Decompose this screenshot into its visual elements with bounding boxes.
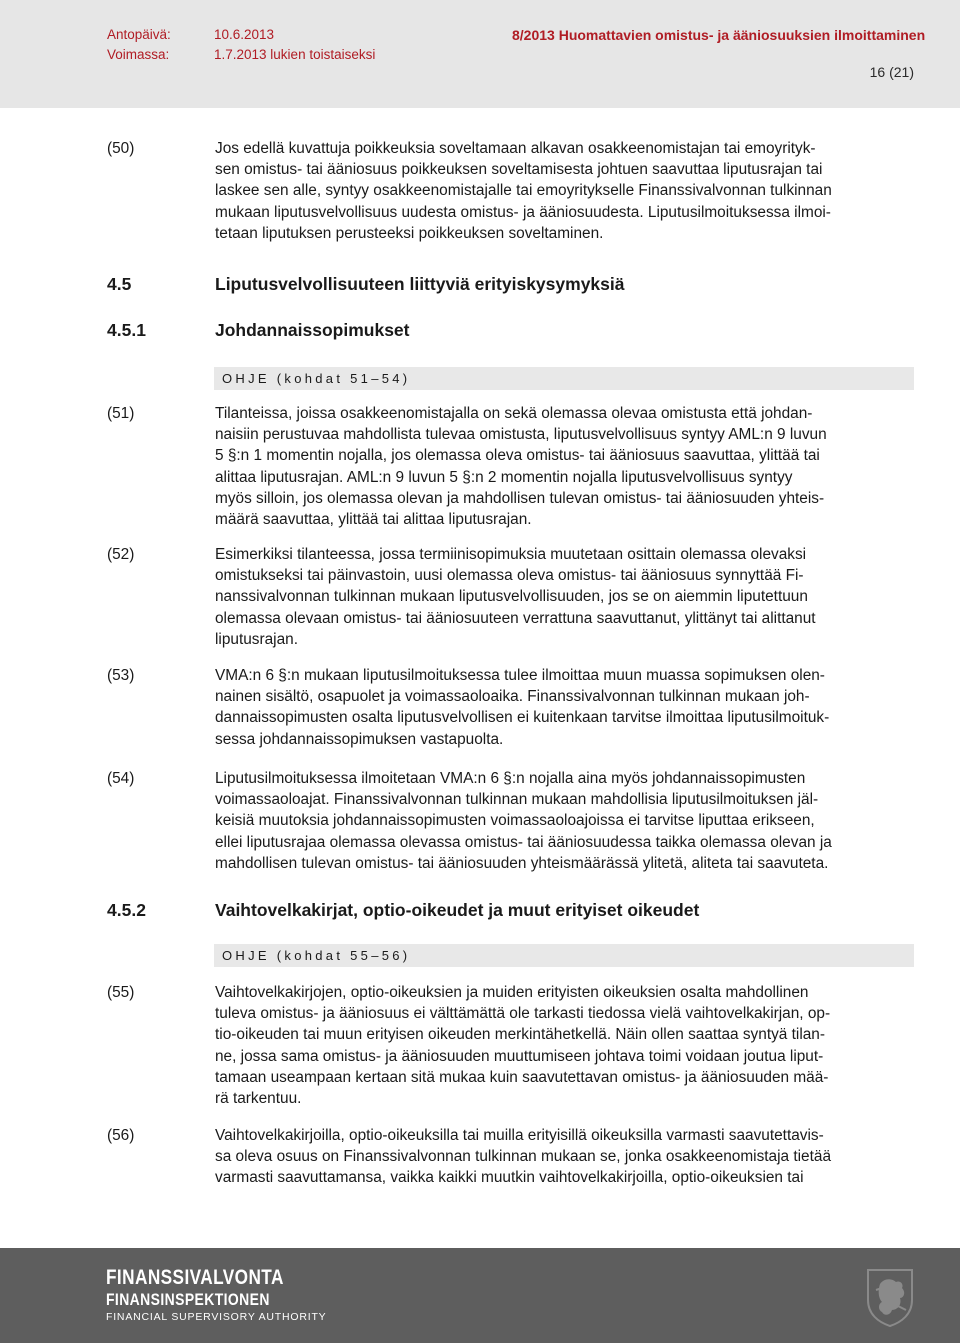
- text-line: tamaan useampaan kertaan sitä mukaa kuin saavutettavan omistus- ja ääniosuuden mää-: [215, 1068, 829, 1086]
- text-line: tetaan liputuksen perusteeksi poikkeuksen soveltaminen.: [215, 224, 604, 242]
- issue-date-row: [107, 27, 171, 42]
- text-line: voimassaoloajat. Finanssivalvonnan tulkinnan mukaan mahdollisia liputusilmoituksen jäl-: [215, 791, 819, 809]
- text-line: tuleva omistus- ja ääniosuus ei välttämättä ole tarkasti tiedossa vielä vaihtovelkakirjan, op-: [215, 1005, 831, 1023]
- paragraph-number: (50): [107, 140, 135, 157]
- paragraph-text: [215, 665, 915, 750]
- paragraph-text: [215, 544, 915, 650]
- text-line: liputusrajan.: [215, 630, 298, 648]
- paragraph-number: (53): [107, 667, 135, 684]
- section-title: Johdannaissopimukset: [215, 320, 410, 340]
- text-line: dannaissopimusten osalta liputusvelvollisen ei kuitenkaan tarvitse ilmoittaa liputusilmoituk-: [215, 709, 830, 727]
- page-footer: [0, 1248, 960, 1343]
- document-title: 8/2013 Huomattavien omistus- ja ääniosuuksien ilmoittaminen: [512, 27, 926, 43]
- text-line: ne, jossa sama omistus- ja ääniosuuden muuttumiseen johtava toimi voidaan joutua liput-: [215, 1047, 824, 1065]
- text-line: Tilanteissa, joissa osakkeenomistajalla on sekä olemassa olevaa omistusta että johdan-: [215, 405, 813, 422]
- guideline-banner: OHJE (kohdat 51–54): [214, 367, 914, 390]
- text-line: nanssivalvonnan tulkinnan mukaan liputusvelvollisuuden, jos se on aiemmin liputettuun: [215, 588, 808, 606]
- paragraph-text: [215, 768, 915, 874]
- valid-label: Voimassa:: [107, 47, 170, 62]
- text-line: määrä saavuttaa, ylittää tai alittaa liputusrajan.: [215, 511, 532, 529]
- text-line: Vaihtovelkakirjojen, optio-oikeuksien ja muiden erityisten oikeuksien osalta mahdollinen: [215, 984, 809, 1001]
- text-line: alittaa liputusrajan. AML:n 9 luvun 5 §:n 2 momentin nojalla liputusvelvollisuus syntyy: [215, 468, 793, 486]
- text-line: VMA:n 6 §:n mukaan liputusilmoituksessa tulee ilmoittaa muun muassa sopimuksen olen-: [215, 667, 825, 684]
- paragraph-text: [215, 1125, 915, 1189]
- section-number: 4.5.2: [107, 900, 146, 920]
- text-line: varmasti saavuttamansa, vaikka kaikki muutkin vaihtovelkakirjoilla, optio-oikeuksien tai: [215, 1169, 804, 1187]
- text-line: Esimerkiksi tilanteessa, jossa termiinisopimuksia muutetaan osittain olemassa olevaksi: [215, 546, 807, 563]
- section-number: 4.5.1: [107, 320, 146, 340]
- valid-date: 1.7.2013 lukien toistaiseksi: [214, 47, 376, 62]
- paragraph-text: [215, 403, 915, 530]
- text-line: nainen sisältö, osapuolet ja voimassaoloaika. Finanssivalvonnan tulkinnan mukaan joh-: [215, 688, 810, 706]
- section-number: 4.5: [107, 274, 132, 294]
- lion-emblem-icon: [862, 1266, 918, 1328]
- text-line: mukaan liputusvelvollisuus uudesta omistus- ja ääniosuudesta. Liputusilmoituksessa ilmoi-: [215, 203, 831, 221]
- paragraph-text: [215, 982, 915, 1109]
- guideline-banner: OHJE (kohdat 55–56): [214, 944, 914, 967]
- paragraph-number: (52): [107, 546, 135, 563]
- section-title: Vaihtovelkakirjat, optio-oikeudet ja muut erityiset oikeudet: [215, 900, 700, 920]
- paragraph-number: (54): [107, 770, 135, 787]
- page-header: [0, 0, 960, 108]
- text-line: tio-oikeuden tai muun erityisen oikeuden merkintähetkellä. Näin ollen saattaa syntyä tilan-: [215, 1026, 825, 1044]
- text-line: naisiin perustuvaa mahdollista tulevaa omistusta, liputusvelvollisuus syntyy AML:n 9 luvun: [215, 426, 827, 444]
- text-line: sessa johdannaissopimuksen vastapuolta.: [215, 730, 504, 748]
- text-line: 5 §:n 1 momentin nojalla, jos olemassa oleva omistus- tai ääniosuus saavuttaa, ylittää tai: [215, 447, 820, 465]
- issue-date-label: Antopäivä:: [107, 27, 171, 42]
- logo-line-english: FINANCIAL SUPERVISORY AUTHORITY: [106, 1311, 327, 1323]
- text-line: omistukseksi tai päinvastoin, uusi olemassa oleva omistus- tai ääniosuus synnyttää Fi-: [215, 567, 804, 585]
- paragraph-number: (51): [107, 405, 135, 422]
- section-title: Liputusvelvollisuuteen liittyviä erityiskysymyksiä: [215, 274, 625, 294]
- paragraph-text: [215, 138, 915, 244]
- text-line: myös silloin, jos olemassa olevan ja mahdollisen tulevan omistus- tai ääniosuuden yhteis-: [215, 489, 825, 507]
- text-line: Jos edellä kuvattuja poikkeuksia soveltamaan alkavan osakkeenomistajan tai emoyrityk-: [215, 140, 816, 157]
- logo-line-swedish: FINANSINSPEKTIONEN: [106, 1290, 270, 1309]
- paragraph-number: (55): [107, 984, 135, 1001]
- text-line: rä tarkentuu.: [215, 1090, 302, 1108]
- text-line: olemassa olevaan omistus- tai ääniosuuteen verrattuna saavuttanut, ylittänyt tai alittanut: [215, 609, 816, 627]
- text-line: laskee sen alle, syntyy osakkeenomistajalle tai emoyritykselle Finanssivalvonnan tulkinnan: [215, 182, 832, 200]
- text-line: Liputusilmoituksessa ilmoitetaan VMA:n 6 §:n nojalla aina myös johdannaissopimusten: [215, 770, 806, 787]
- text-line: keisiä muutoksia johdannaissopimusten voimassaoloajoissa ei tarvitse liputtaa erikseen,: [215, 812, 815, 830]
- paragraph-number: (56): [107, 1127, 135, 1144]
- text-line: sa oleva osuus on Finanssivalvonnan tulkinnan mukaan se, jonka osakkeenomistaja tietää: [215, 1148, 832, 1166]
- page-number: 16 (21): [869, 64, 914, 80]
- text-line: sen omistus- tai ääniosuus poikkeuksen soveltamisesta johtuen saavuttaa liputusrajan tai: [215, 161, 823, 179]
- text-line: Vaihtovelkakirjoilla, optio-oikeuksilla tai muilla erityisillä oikeuksilla varmasti saavutettavis-: [215, 1127, 824, 1144]
- text-line: mahdollisen tulevan omistus- tai ääniosuuden yhteismäärässä ylitetä, aliteta tai saavuteta.: [215, 854, 829, 872]
- logo-line-finnish: FINANSSIVALVONTA: [106, 1266, 284, 1289]
- fiva-logo: [106, 1266, 326, 1324]
- text-line: ellei liputusrajaa olemassa olevassa omistus- tai ääniosuudessa taikka olemassa olevan ja: [215, 833, 832, 851]
- issue-date: 10.6.2013: [214, 27, 275, 42]
